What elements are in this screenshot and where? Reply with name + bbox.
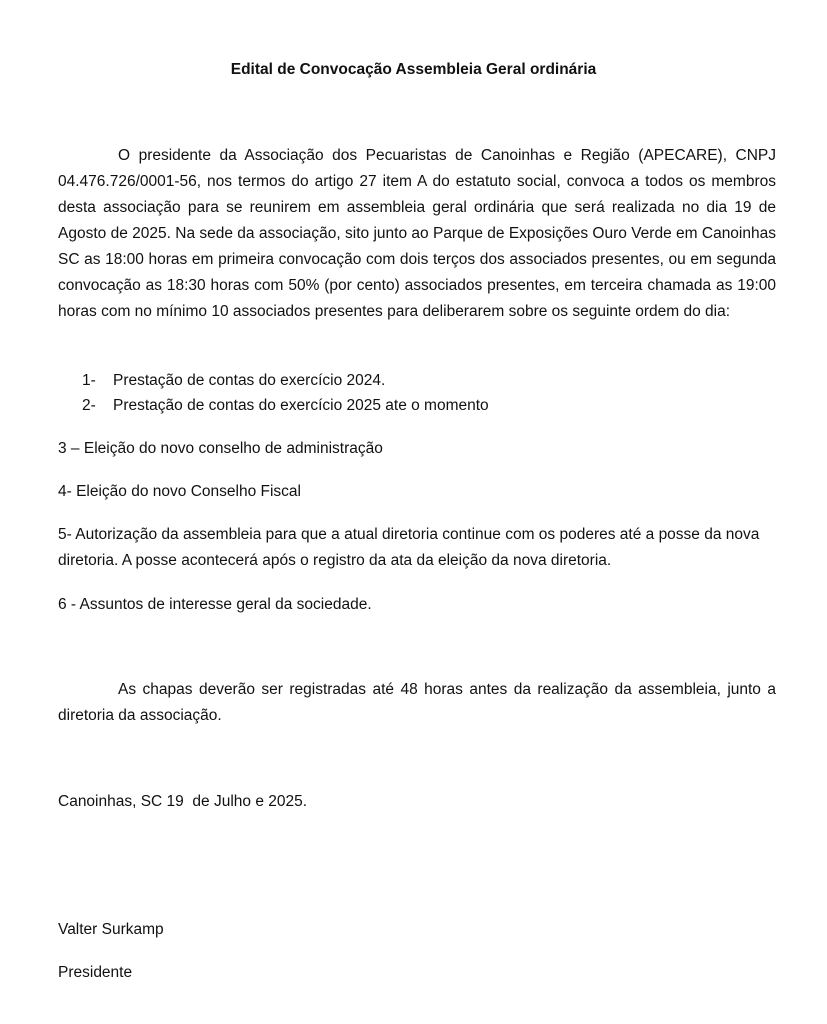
signer-role: Presidente [58, 964, 133, 981]
agenda-list-item [82, 369, 385, 393]
agenda-item-5: 5- Autorização da assembleia para que a atual diretoria continue com os poderes até a posse da nova diretoria. A posse acontecerá após o registro da ata da eleição da nova diretoria. [58, 526, 760, 569]
agenda-item-number: 1- [82, 372, 96, 389]
intro-paragraph: O presidente da Associação dos Pecuaristas de Canoinhas e Região (APECARE), CNPJ 04.476.726/0001-56, nos termos do artigo 27 item A do estatuto social, convoca a todos os membros desta associação para se reunirem em assembleia geral ordinária que será realizada no dia 19 de Agosto de 2025. Na sede da associação, sito junto ao Parque de Exposições Ouro Verde em Canoinhas SC as 18:00 horas em primeira convocação com dois terços dos associados presentes, ou em segunda convocação as 18:30 horas com 50% (por cento) associados presentes, em terceira chamada as 19:00 horas com no mínimo 10 associados presentes para deliberarem sobre os seguinte ordem do dia: [58, 147, 776, 320]
agenda-item-number: 2- [82, 397, 96, 414]
place-date: Canoinhas, SC 19 de Julho e 2025. [58, 793, 308, 810]
agenda-list-item [82, 394, 489, 418]
signer-name: Valter Surkamp [58, 921, 164, 938]
chapas-paragraph: As chapas deverão ser registradas até 48 horas antes da realização da assembleia, junto a diretoria da associação. [58, 681, 776, 724]
document-title: Edital de Convocação Assembleia Geral ordinária [230, 61, 597, 78]
agenda-item-3: 3 – Eleição do novo conselho de administração [58, 440, 383, 457]
agenda-item-6: 6 - Assuntos de interesse geral da sociedade. [58, 596, 372, 613]
agenda-item-text: Prestação de contas do exercício 2025 ate o momento [113, 397, 489, 414]
agenda-item-text: Prestação de contas do exercício 2024. [113, 372, 386, 389]
agenda-item-4: 4- Eleição do novo Conselho Fiscal [58, 483, 301, 500]
